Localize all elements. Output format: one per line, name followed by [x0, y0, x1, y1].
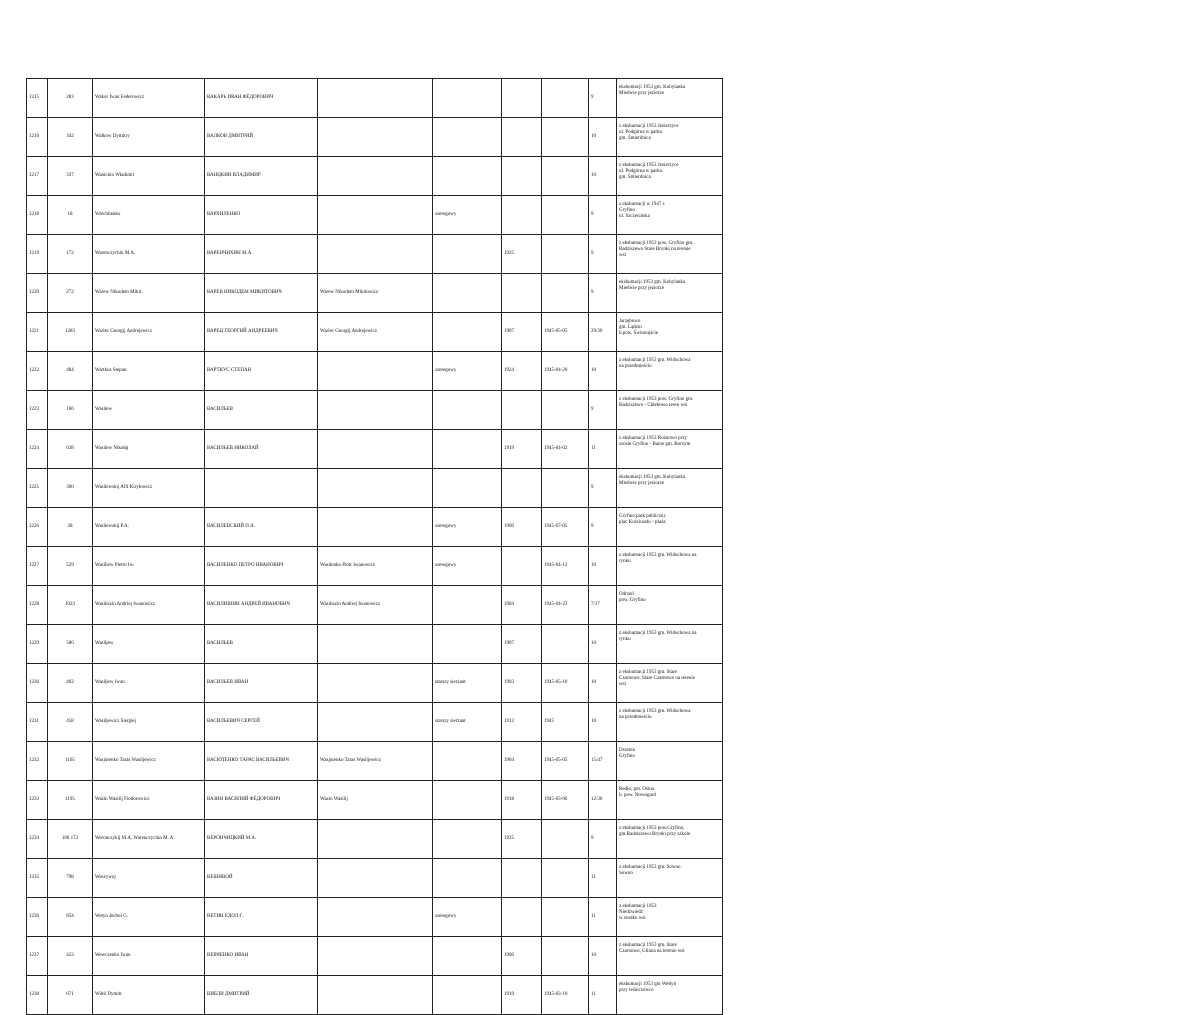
row-number: 1230 [27, 664, 48, 703]
death-date: 1945-04-12 [542, 547, 589, 586]
name-cyrillic: ВАСИЛЬЕВ [205, 625, 318, 664]
table-row [27, 625, 723, 664]
name-latin: Weronczykij M.A. Warenczychin M. A. [93, 820, 205, 859]
birth-year [502, 79, 542, 118]
record-id: 638 [48, 430, 93, 469]
rank [433, 391, 502, 430]
name-latin: Wanickin Władimir [93, 157, 205, 196]
grave-number: 11 [589, 898, 617, 937]
death-date: 1945-05-05 [542, 742, 589, 781]
name-cyrillic: ВАСИЛЕНКО ПЕТРО ИВАНОВИЧ [205, 547, 318, 586]
birth-year: 1924 [502, 352, 542, 391]
birth-year: 1900 [502, 508, 542, 547]
record-id: 458 [48, 703, 93, 742]
rank [433, 469, 502, 508]
rank [433, 118, 502, 157]
name-alternate [318, 508, 433, 547]
row-number: 1221 [27, 313, 48, 352]
name-latin: Wartkus Stepan [93, 352, 205, 391]
name-alternate [318, 352, 433, 391]
name-alternate [318, 820, 433, 859]
name-latin: Wasiljew Iwan [93, 664, 205, 703]
name-alternate [318, 898, 433, 937]
name-latin: Wasilewskij P.A. [93, 508, 205, 547]
record-id: 172 [48, 235, 93, 274]
name-alternate: Wasjutenko Taras Wasiljewicz [318, 742, 433, 781]
row-number: 1215 [27, 79, 48, 118]
name-alternate: Wazin Wasilij [318, 781, 433, 820]
row-number: 1222 [27, 352, 48, 391]
record-id: 798 [48, 859, 93, 898]
record-id: 1165 [48, 742, 93, 781]
row-number: 1225 [27, 469, 48, 508]
burial-place: ekshumacji 1953 gm. Kobylanka Miedwie przy jeziorze [617, 469, 723, 508]
name-latin: Wasiljew [93, 625, 205, 664]
name-latin: Warlec Georgij Andrejewicz [93, 313, 205, 352]
birth-year [502, 196, 542, 235]
burial-place: Odrzeń pow. Gryfino [617, 586, 723, 625]
burial-place: z ekshumacji 1953 gm. Stare Czarnowo, Stare Czarnowo na terenie wsi [617, 664, 723, 703]
table-row [27, 586, 723, 625]
record-id: 166 [48, 391, 93, 430]
birth-year: 1919 [502, 430, 542, 469]
grave-number: 9 [589, 820, 617, 859]
table-row [27, 274, 723, 313]
row-number: 1223 [27, 391, 48, 430]
name-latin: Wakor Iwan Federowicz [93, 79, 205, 118]
rank [433, 781, 502, 820]
table-row [27, 313, 723, 352]
grave-number: 9 [589, 235, 617, 274]
record-id: 342 [48, 118, 93, 157]
record-id: 300 [48, 469, 93, 508]
rank [433, 859, 502, 898]
table-row [27, 352, 723, 391]
row-number: 1220 [27, 274, 48, 313]
record-id: 272 [48, 274, 93, 313]
death-date [542, 274, 589, 313]
rank [433, 79, 502, 118]
grave-number: 29/30 [589, 313, 617, 352]
table-row [27, 820, 723, 859]
birth-year: 1925 [502, 235, 542, 274]
burial-place: ekshumacji 1953 gm. Kobylanka Miedwie przy jeziorze [617, 274, 723, 313]
rank [433, 937, 502, 976]
name-cyrillic: ВАСИЛЬЕВИЧ СЕРГЕЙ [205, 703, 318, 742]
grave-number: 10 [589, 703, 617, 742]
grave-number: 10 [589, 118, 617, 157]
name-cyrillic: ВЕШИВОЙ [205, 859, 318, 898]
name-cyrillic: ВАСИЛЬЕВ ИВАН [205, 664, 318, 703]
row-number: 1226 [27, 508, 48, 547]
burial-register-table [26, 78, 723, 1015]
burial-place: z ekshumacji 1953 gm. Widuchowa na rynku [617, 625, 723, 664]
death-date [542, 196, 589, 235]
burial-place: z ekshumacji 1953 Niedźwiedź w środku wsi [617, 898, 723, 937]
death-date [542, 937, 589, 976]
grave-number: 9 [589, 196, 617, 235]
death-date [542, 235, 589, 274]
grave-number: 9 [589, 391, 617, 430]
birth-year [502, 157, 542, 196]
birth-year: 1904 [502, 742, 542, 781]
record-id: 671 [48, 976, 93, 1015]
record-id: 1023 [48, 586, 93, 625]
name-cyrillic: ВАЛКОВ ДМИТРИЙ [205, 118, 318, 157]
birth-year [502, 859, 542, 898]
name-alternate [318, 664, 433, 703]
name-cyrillic: ВЕВЧЕНКО ИВАН [205, 937, 318, 976]
name-alternate [318, 859, 433, 898]
birth-year: 1907 [502, 625, 542, 664]
name-latin: Wasiliszin Andriej Iwanowicz [93, 586, 205, 625]
death-date [542, 898, 589, 937]
name-cyrillic: ВАСИЛЬЕВ [205, 391, 318, 430]
table-row [27, 976, 723, 1015]
record-id: 337 [48, 157, 93, 196]
table-row [27, 196, 723, 235]
burial-place: z ekshumacji 1953 gm. Sowno Sowno [617, 859, 723, 898]
record-id: 580 [48, 625, 93, 664]
rank [433, 157, 502, 196]
birth-year: 1903 [502, 664, 542, 703]
birth-year [502, 547, 542, 586]
death-date: 1945-05-05 [542, 313, 589, 352]
grave-number: 9 [589, 508, 617, 547]
row-number: 1232 [27, 742, 48, 781]
name-alternate: Warew Nikodem Mikitowicz [318, 274, 433, 313]
name-alternate [318, 976, 433, 1015]
row-number: 1227 [27, 547, 48, 586]
row-number: 1224 [27, 430, 48, 469]
record-id: 168 172 [48, 820, 93, 859]
death-date: 1945-04-02 [542, 430, 589, 469]
burial-place: z ekshumacji 1953 pow. Gryfino gm. Radziszewo Stare Brynki na terenie wsi [617, 235, 723, 274]
rank: szeregowy [433, 196, 502, 235]
table-row [27, 781, 723, 820]
name-cyrillic: ВАЗИН ВАСИЛИЙ ФЁДОРОВИЧ [205, 781, 318, 820]
record-id: 402 [48, 664, 93, 703]
grave-number: 9 [589, 469, 617, 508]
rank [433, 274, 502, 313]
burial-place: Gryfino park publiczny plac Kościuszki - plaża [617, 508, 723, 547]
grave-number: 10 [589, 937, 617, 976]
row-number: 1236 [27, 898, 48, 937]
name-latin: Wazin Wasilij Fiodorowicz [93, 781, 205, 820]
death-date: 1945-03-06 [542, 781, 589, 820]
birth-year [502, 118, 542, 157]
name-alternate [318, 118, 433, 157]
record-id: 1283 [48, 313, 93, 352]
birth-year: 1918 [502, 781, 542, 820]
birth-year [502, 469, 542, 508]
death-date: 1945 [542, 703, 589, 742]
grave-number: 9 [589, 79, 617, 118]
table-row [27, 664, 723, 703]
row-number: 1233 [27, 781, 48, 820]
grave-number: 11 [589, 430, 617, 469]
table-row [27, 391, 723, 430]
name-latin: Warenczychin M.A. [93, 235, 205, 274]
burial-place: z ekshumacji 1953 pow. Gryfino gm. Radziszewo - Chlebowo teren wsi [617, 391, 723, 430]
record-id: 18 [48, 196, 93, 235]
name-alternate [318, 391, 433, 430]
table-row [27, 742, 723, 781]
name-cyrillic: ВАНЦКИН ВЛАДИМИР [205, 157, 318, 196]
name-cyrillic: ВАСИЛЬЕВ НИКОЛАЙ [205, 430, 318, 469]
burial-place: ekshumacji 1953 gm Wełtyń przy leśniczówce [617, 976, 723, 1015]
name-alternate [318, 430, 433, 469]
rank [433, 586, 502, 625]
row-number: 1234 [27, 820, 48, 859]
burial-place: z ekshumacji 1953 gm. Widuchowa na rynku [617, 547, 723, 586]
death-date [542, 79, 589, 118]
row-number: 1235 [27, 859, 48, 898]
death-date [542, 469, 589, 508]
record-id: 484 [48, 352, 93, 391]
table-row [27, 118, 723, 157]
name-cyrillic: ВАРЕЦ ГЕОРГИЙ АНДРЕЕВИЧ [205, 313, 318, 352]
row-number: 1218 [27, 196, 48, 235]
burial-place: Drzenin Gryfino [617, 742, 723, 781]
rank: szeregowy [433, 352, 502, 391]
name-alternate: Warlec Georgij Andrejewicz [318, 313, 433, 352]
name-alternate: Wasiliszin Andriej Iwanowicz [318, 586, 433, 625]
rank [433, 820, 502, 859]
row-number: 1237 [27, 937, 48, 976]
birth-year: 1904 [502, 586, 542, 625]
name-alternate [318, 469, 433, 508]
row-number: 1231 [27, 703, 48, 742]
death-date [542, 157, 589, 196]
birth-year: 1907 [502, 313, 542, 352]
birth-year [502, 391, 542, 430]
burial-place: Jarzębowo gm. Lądzin b.pow. Świnoujście [617, 313, 723, 352]
table-row [27, 469, 723, 508]
name-latin: Wasjutenko Taras Wasiljewicz [93, 742, 205, 781]
name-latin: Wasiliew Pietro Iw. [93, 547, 205, 586]
rank: starszy sierżant [433, 703, 502, 742]
record-id: 854 [48, 898, 93, 937]
name-cyrillic: ВАСИЛЕВСКИЙ П.А. [205, 508, 318, 547]
rank: starszy sierżant [433, 664, 502, 703]
table-row [27, 430, 723, 469]
rank: szeregowy [433, 547, 502, 586]
death-date: 1945-05-10 [542, 664, 589, 703]
burial-place: ekshumacji 1953 gm. Kobylanka Miedwie przy jeziorze [617, 79, 723, 118]
name-cyrillic: ВАРХИЛЕНКО [205, 196, 318, 235]
rank [433, 625, 502, 664]
name-cyrillic: ВАРЕВ НИКОДЕМ МИКИТОВИЧ [205, 274, 318, 313]
table-row [27, 508, 723, 547]
rank: szeregowy [433, 508, 502, 547]
name-latin: Wewczenko Iwan [93, 937, 205, 976]
name-cyrillic: ВИБЛИ ДМИТРИЙ [205, 976, 318, 1015]
name-latin: Wasilew [93, 391, 205, 430]
name-latin: Walkow Dymitry [93, 118, 205, 157]
name-alternate [318, 703, 433, 742]
name-cyrillic: ВАКАРЬ ИВАН ФЁДОРОВИЧ [205, 79, 318, 118]
birth-year [502, 274, 542, 313]
record-id: 38 [48, 508, 93, 547]
grave-number: 10 [589, 664, 617, 703]
name-cyrillic [205, 469, 318, 508]
grave-number: 10 [589, 352, 617, 391]
name-cyrillic: ВАСИЛИШИН АНДРЕЙ ИВАНОВИЧ [205, 586, 318, 625]
death-date: 1945-03-10 [542, 976, 589, 1015]
row-number: 1229 [27, 625, 48, 664]
name-latin: Wibli Dymitr [93, 976, 205, 1015]
name-cyrillic: ВАРТКУС СТЕПАН [205, 352, 318, 391]
name-alternate [318, 79, 433, 118]
row-number: 1228 [27, 586, 48, 625]
record-id: 283 [48, 79, 93, 118]
record-id: 529 [48, 547, 93, 586]
name-alternate: Wasilenko Piotr Iwanowicz [318, 547, 433, 586]
rank [433, 976, 502, 1015]
birth-year: 1912 [502, 703, 542, 742]
death-date [542, 820, 589, 859]
register-body [27, 79, 723, 1015]
birth-year: 1900 [502, 937, 542, 976]
burial-place: z ekshumacji w 1947 r. Gryfino ul. Szczecińska [617, 196, 723, 235]
table-row [27, 898, 723, 937]
rank [433, 313, 502, 352]
birth-year [502, 898, 542, 937]
burial-place: z ekshumacji 1953 Jezierzyce ul. Podgórna w parku gm. Śmierdnica [617, 157, 723, 196]
birth-year: 1925 [502, 820, 542, 859]
death-date [542, 859, 589, 898]
name-alternate [318, 625, 433, 664]
name-alternate [318, 937, 433, 976]
death-date: 1945-04-23 [542, 586, 589, 625]
row-number: 1219 [27, 235, 48, 274]
burial-place: z ekshumacji 1953 pow.Gryfino, gm.Radziszewo Brynki przy szkole [617, 820, 723, 859]
name-cyrillic: ВАСЮТЕНКО ТАРАС ВАСИЛЬЕВИЧ [205, 742, 318, 781]
name-latin: Wasiljewicz Siergiej [93, 703, 205, 742]
grave-number: 11 [589, 976, 617, 1015]
rank [433, 235, 502, 274]
burial-place: z ekshumacji 1953 Jezierzyce ul. Podgórna w parku gm. Śmierdnica [617, 118, 723, 157]
name-alternate [318, 157, 433, 196]
burial-place: z ekshumacji 1953 Rożnowo przy szosie Gryfino - Banie gm. Borzym [617, 430, 723, 469]
name-latin: Weszywoj [93, 859, 205, 898]
name-alternate [318, 235, 433, 274]
name-latin: Wetyn Jechol G. [93, 898, 205, 937]
burial-place: z ekshumacji 1953 gm. Widuchowa na przedmieściu [617, 703, 723, 742]
grave-number: 15/47 [589, 742, 617, 781]
rank [433, 430, 502, 469]
name-latin: Warew Nikodem Mikit. [93, 274, 205, 313]
birth-year: 1919 [502, 976, 542, 1015]
death-date: 1945-04-20 [542, 352, 589, 391]
grave-number: 12/36 [589, 781, 617, 820]
name-cyrillic: ВЕТИН ЕХОЛ Г. [205, 898, 318, 937]
death-date [542, 391, 589, 430]
table-row [27, 79, 723, 118]
table-row [27, 547, 723, 586]
grave-number: 7/17 [589, 586, 617, 625]
table-row [27, 937, 723, 976]
table-row [27, 157, 723, 196]
grave-number: 10 [589, 157, 617, 196]
name-latin: Warchilenko [93, 196, 205, 235]
row-number: 1238 [27, 976, 48, 1015]
name-alternate [318, 196, 433, 235]
table-row [27, 235, 723, 274]
name-cyrillic: ВЕРОНЧИЦКИЙ М.А. [205, 820, 318, 859]
record-id: 423 [48, 937, 93, 976]
grave-number: 9 [589, 274, 617, 313]
burial-place: z ekshumacji 1953 gm. Stare Czarnowo, Glinna na terenie wsi [617, 937, 723, 976]
grave-number: 10 [589, 625, 617, 664]
table-row [27, 859, 723, 898]
death-date [542, 625, 589, 664]
name-latin: Wasilewskij Afil Kiryłowicz [93, 469, 205, 508]
death-date: 1945-07-05 [542, 508, 589, 547]
burial-place: z ekshumacji 1953 gm. Widuchowa na przedmieściu [617, 352, 723, 391]
table-row [27, 703, 723, 742]
record-id: 1195 [48, 781, 93, 820]
grave-number: 10 [589, 547, 617, 586]
rank [433, 742, 502, 781]
rank: szeregowy [433, 898, 502, 937]
grave-number: 11 [589, 859, 617, 898]
row-number: 1216 [27, 118, 48, 157]
name-latin: Wasilew Nikołaj [93, 430, 205, 469]
burial-place: Redło, gm. Ośina b. pow. Nowogard [617, 781, 723, 820]
name-cyrillic: ВАРЕНЧИХИН М.А. [205, 235, 318, 274]
death-date [542, 118, 589, 157]
row-number: 1217 [27, 157, 48, 196]
